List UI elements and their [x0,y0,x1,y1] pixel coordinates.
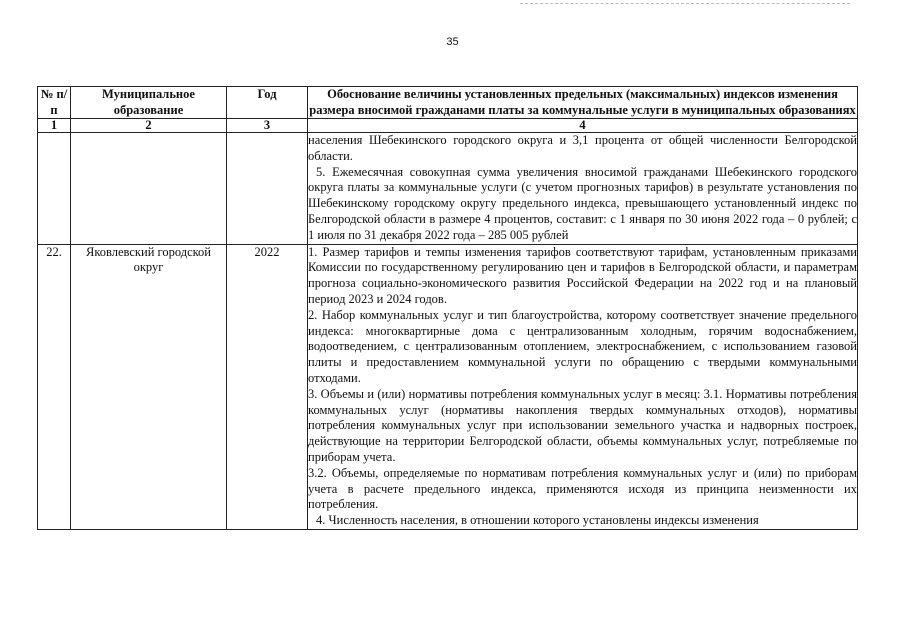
column-number: 4 [308,119,858,133]
header-year: Год [227,87,308,119]
indices-table [37,86,858,530]
page-number: 35 [446,36,459,48]
table-row-22 [38,244,858,529]
scan-edge-line [520,3,850,4]
column-number: 3 [227,119,308,133]
cell-justification-continued [308,133,858,245]
paragraph: 1. Размер тарифов и темпы изменения тарифов соответствуют тарифам, установленным приказами Комиссии по государственному регулированию цен и тарифов в Белгородской области, и параметрам прогноза социально-экономического развития Российской Федерации на 2022 год и на плановый период 2023 и 2024 годов. [308,244,857,306]
paragraph: 4. Численность населения, в отношении которого установлены индексы изменения [316,513,759,528]
paragraph: 3.2. Объемы, определяемые по нормативам потребления коммунальных услуг и (или) по приборам учета в расчете предельного индекса, применяются исходя из принципа неизменности их потребления. [308,465,857,512]
cell-municipality-empty [71,133,227,245]
header-justification: Обоснование величины установленных предельных (максимальных) индексов изменения размера вносимой гражданами платы за коммунальные услуги в муниципальных образованиях [309,87,856,117]
column-number: 1 [38,119,71,133]
cell-justification [308,244,858,529]
cell-municipality: Яковлевский городской округ [71,244,227,529]
paragraph: 3. Объемы и (или) нормативы потребления коммунальных услуг в месяц: 3.1. Нормативы потребления коммунальных услуг (нормативы накопления твердых коммунальных отходов), нормативы потребления коммунальных услуг при использовании земельного участка и надворных построек, действующие на территории Белгородской области, объемы коммунальных услуг, потребляемые по приборам учета. [308,386,857,464]
table-row-continued [38,133,858,245]
column-number-row [38,119,858,133]
header-num: № п/п [38,87,71,119]
table-header-row [38,87,858,119]
paragraph: 5. Ежемесячная совокупная сумма увеличения вносимой гражданами Шебекинского городского округа платы за коммунальные услуги (с учетом прогнозных тарифов) в результате установления по Шебекинскому городскому округу предельного индекса, превышающего установленный индекс по Белгородской области в размере 4 процентов, составит: с 1 января по 30 июня 2022 года – 0 рублей; с 1 июля по 31 декабря 2022 года – 285 005 рублей [308,164,857,242]
header-municipality: Муниципальное образование [71,87,227,119]
cell-num-empty [38,133,71,245]
cell-year-empty [227,133,308,245]
paragraph: населения Шебекинского городского округа и 3,1 процента от общей численности Белгородской области. [308,133,857,163]
column-number: 2 [71,119,227,133]
cell-num: 22. [38,244,71,529]
cell-year: 2022 [227,244,308,529]
paragraph: 2. Набор коммунальных услуг и тип благоустройства, которому соответствует значение предельного индекса: многоквартирные дома с централизованным холодным, горячим водоснабжением, водоотведением, с централизованным отоплением, электроснабжением, с использованием газовой плиты и предоставлением коммунальной услуги по обращению с твердыми коммунальными отходами. [308,307,857,385]
